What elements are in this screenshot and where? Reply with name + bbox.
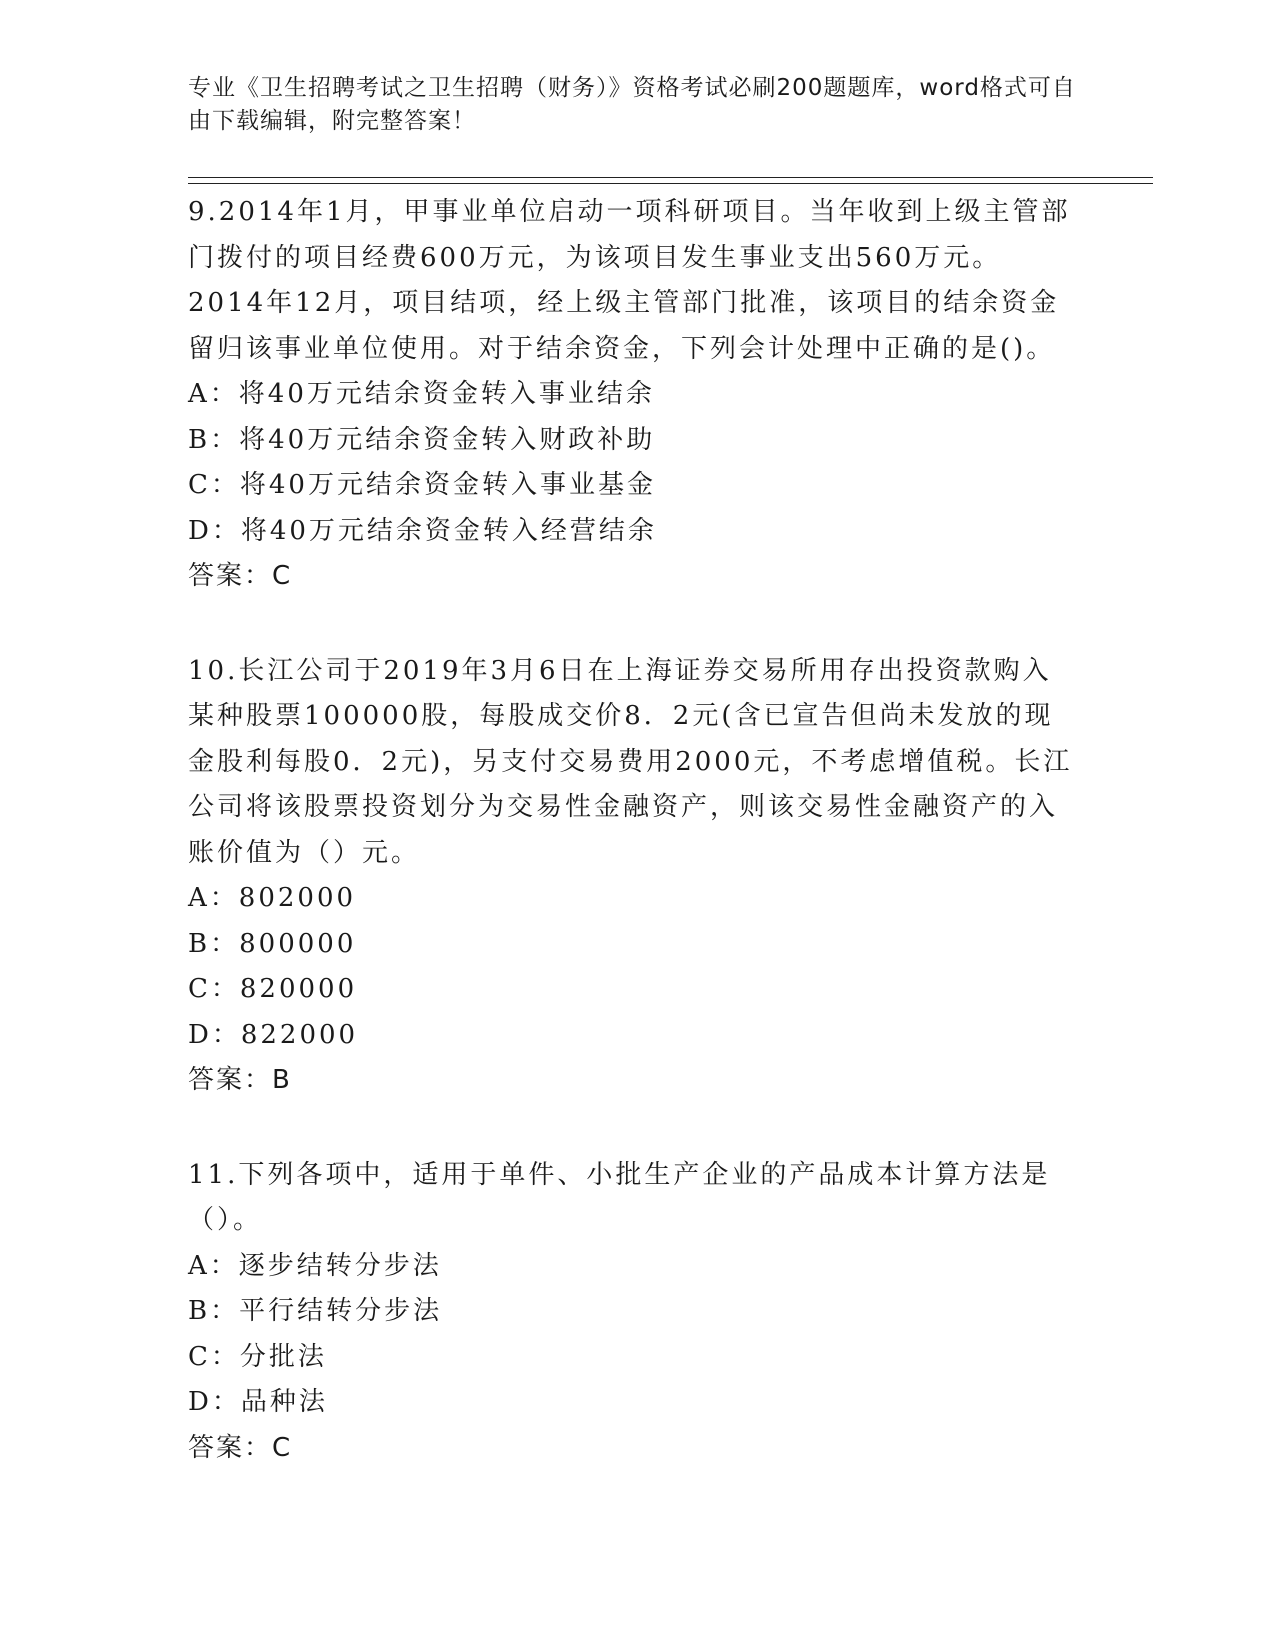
document-header: 专业《卫生招聘考试之卫生招聘（财务）》资格考试必刷200题题库，word格式可自由下载编辑，附完整答案！ [188, 75, 1076, 134]
option-c: C：分批法 [188, 1341, 327, 1372]
question-11 [188, 1153, 1078, 1472]
option-b: B：平行结转分步法 [188, 1296, 443, 1326]
option-a: A：逐步结转分步法 [188, 1250, 442, 1281]
question-10 [188, 649, 1078, 1104]
header-divider-bottom [188, 183, 1153, 184]
option-a: A：将40万元结余资金转入事业结余 [188, 379, 655, 409]
answer-line: 答案：C [188, 561, 293, 591]
option-b: B：将40万元结余资金转入财政补助 [188, 424, 656, 455]
option-d: D：822000 [188, 1019, 359, 1050]
option-a: A：802000 [188, 883, 357, 913]
question-text: 9.2014年1月，甲事业单位启动一项科研项目。当年收到上级主管部门拨付的项目经费600万元，为该项目发生事业支出560万元。2014年12月，项目结项，经上级主管部门批准，该项目的结余资金留归该事业单位使用。对于结余资金，下列会计处理中正确的是()。 [188, 197, 1071, 364]
question-list [188, 190, 1078, 1520]
option-c: C：820000 [188, 974, 358, 1004]
answer-line: 答案：C [188, 1432, 293, 1463]
option-d: D：品种法 [188, 1387, 328, 1417]
header-divider-top [188, 177, 1153, 178]
option-c: C：将40万元结余资金转入事业基金 [188, 470, 656, 500]
question-9 [188, 190, 1078, 600]
option-d: D：将40万元结余资金转入经营结余 [188, 515, 657, 546]
answer-line: 答案：B [188, 1065, 292, 1095]
question-text: 10.长江公司于2019年3月6日在上海证券交易所用存出投资款购入某种股票100000股，每股成交价8．2元(含已宣告但尚未发放的现金股利每股0．2元)，另支付交易费用2000元，不考虑增值税。长江公司将该股票投资划分为交易性金融资产，则该交易性金融资产的入账价值为（）元。 [188, 655, 1073, 868]
option-b: B：800000 [188, 928, 357, 959]
question-text: 11.下列各项中，适用于单件、小批生产企业的产品成本计算方法是（）。 [188, 1159, 1051, 1235]
